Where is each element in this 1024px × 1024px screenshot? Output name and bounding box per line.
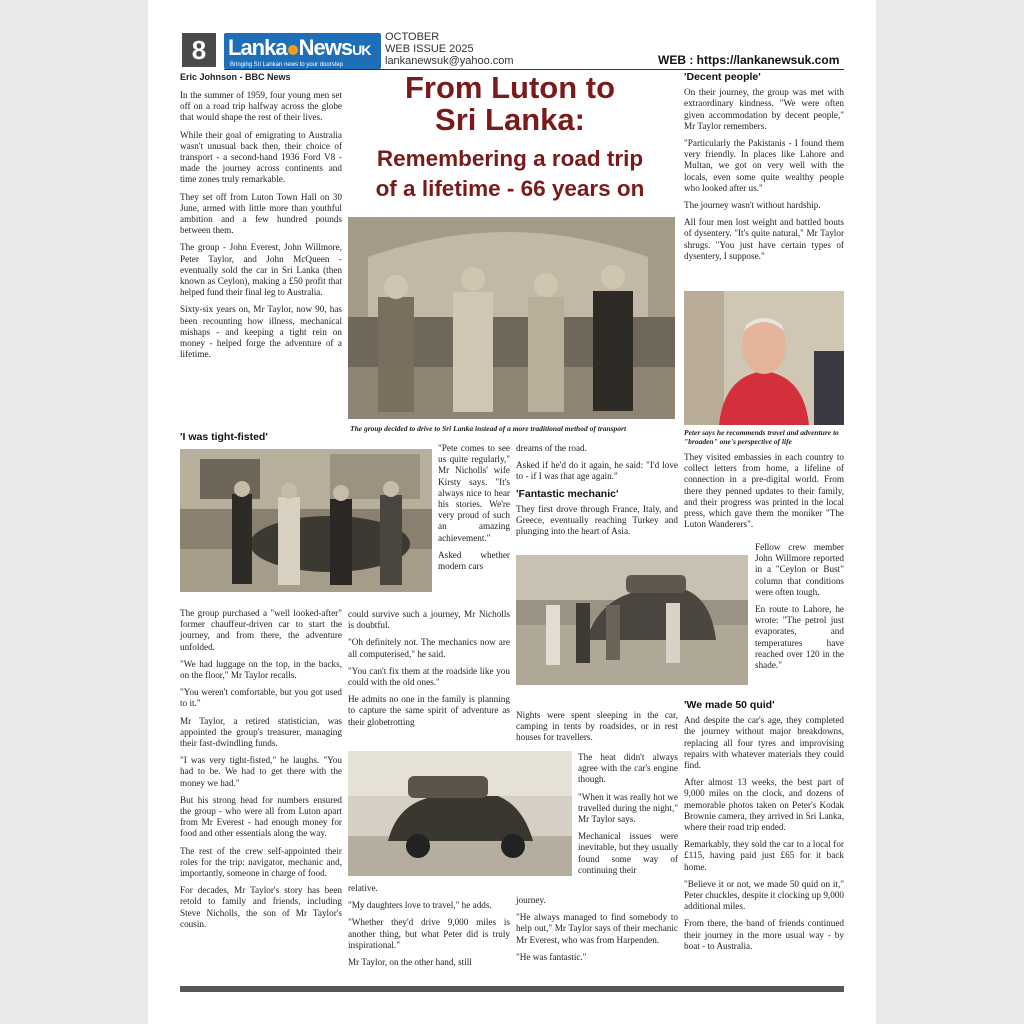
column-4-mid <box>684 452 844 536</box>
paragraph: dreams of the road. <box>516 443 587 453</box>
paragraph: journey. <box>516 895 546 905</box>
paragraph: relative. <box>348 883 378 893</box>
column-1-top <box>180 90 342 366</box>
paragraph: But his strong head for numbers ensured the group - who were all from Luton apart from Mr Everest - had enough money for food and other essentials along the way. <box>180 794 342 839</box>
paragraph: Asked whether modern cars <box>438 549 510 572</box>
headline <box>355 72 665 136</box>
contact-email[interactable]: lankanewsuk@yahoo.com <box>385 55 514 67</box>
paragraph: "Whether they'd drive 9,000 miles is another thing, but what Peter did is truly inspirational." <box>348 917 510 950</box>
headline-line-2: Sri Lanka: <box>435 102 585 137</box>
issue-month: OCTOBER <box>385 31 440 43</box>
caption-main-photo: The group decided to drive to Sri Lanka instead of a more traditional method of transport <box>350 424 627 433</box>
photo-car-roadside <box>348 751 572 876</box>
paragraph: For decades, Mr Taylor's story has been retold to family and friends, including Steve Nicholls, the son of Mr Taylor's cousin. <box>180 885 342 929</box>
paragraph: After almost 13 weeks, the best part of 9,000 miles on the clock, and dozens of memorable photos taken on Peter's Kodak Brownie camera, they arrived in Sri Lanka, where their road trip ended. <box>684 777 844 833</box>
column-4-bottom <box>684 700 844 958</box>
paragraph: "My daughters love to travel," he adds. <box>348 900 492 911</box>
photo-peter-taylor <box>684 291 844 425</box>
paragraph: "Oh definitely not. The mechanics now are all computerised," he said. <box>348 637 510 659</box>
paragraph: "Particularly the Pakistanis - I found them very friendly. In places like Lahore and Multan, we got on very well with the locals, even some quite wealthy people who looked after us." <box>684 138 844 193</box>
paragraph: They visited embassies in each country to collect letters from home, a lifeline of connection in a pre-digital world. From there they penned updates to their family, and their progress was printed in the local press, which gave them the moniker "The Luton Wanderers". <box>684 452 844 530</box>
column-3-mid <box>516 710 678 750</box>
paragraph: Fellow crew member John Willmore reported in a "Ceylon or Bust" column that conditions were often tough. <box>755 542 844 597</box>
byline: Eric Johnson - BBC News <box>180 72 291 82</box>
paragraph: Mr Taylor, a retired statistician, was appointed the group's treasurer, managing their fast-dwindling funds. <box>180 715 342 749</box>
paragraph: "We had luggage on the top, in the backs, on the floor," Mr Taylor recalls. <box>180 658 342 681</box>
paragraph: And despite the car's age, they completed the journey without major breakdowns, replacing all four tyres and improvising repairs with whatever materials they could find. <box>684 715 844 771</box>
paragraph: Remarkably, they sold the car to a local for £115, having paid just £65 for it back home. <box>684 839 844 872</box>
logo-wordmark: Lanka NewsUK <box>228 35 371 60</box>
subheading-fantastic-mechanic: 'Fantastic mechanic' <box>516 487 619 500</box>
logo-tagline: Bringing Sri Lankan news to your doorstep <box>230 62 344 68</box>
paragraph: The rest of the crew self-appointed their roles for the trip: navigator, mechanic and, importantly, someone in charge of food. <box>180 845 342 879</box>
paragraph: The journey wasn't without hardship. <box>684 200 821 211</box>
subhead-line-1: Remembering a road trip <box>376 146 644 171</box>
photo-car-flood <box>516 555 748 685</box>
photo-four-men <box>348 217 675 419</box>
paragraph: Nights were spent sleeping in the car, camping in tents by roadsides, or in rest houses for travellers. <box>516 710 678 743</box>
paragraph: Asked if he'd do it again, he said: "I'd love to - if I was that age again." <box>516 460 678 482</box>
footer-rule <box>180 986 844 992</box>
paragraph: The group purchased a "well looked-after" former chauffeur-driven car to start the journey, and from there, the adventure unfolded. <box>180 608 342 652</box>
column-3-bottom <box>516 895 678 969</box>
column-2 <box>348 609 510 734</box>
paragraph: "You can't fix them at the roadside like you could with the old ones." <box>348 665 510 688</box>
paragraph: He admits no one in the family is planning to capture the same spirit of adventure as their globetrotting <box>348 694 510 727</box>
paragraph: Mr Taylor, on the other hand, still <box>348 957 472 968</box>
paragraph: En route to Lahore, he wrote: "The petrol just evaporates, and temperatures have reached over 120 in the shade." <box>755 604 844 671</box>
paragraph: They set off from Luton Town Hall on 30 June, armed with little more than youthful ambition and a few hundred pounds between them. <box>180 191 342 236</box>
paragraph: "He always managed to find somebody to help out," Mr Taylor says of their mechanic Mr Everest, who was from Harpenden. <box>516 912 678 945</box>
logo <box>224 33 381 69</box>
paragraph: "Pete comes to see us quite regularly," Mr Nicholls' wife Kirsty says. "It's always nice to hear his stories. We're very proud of such an amazing achievement." <box>438 443 510 543</box>
subheading-made-50-quid: 'We made 50 quid' <box>684 699 775 711</box>
paragraph: In the summer of 1959, four young men set off on a road trip halfway across the globe that would shape the rest of their lives. <box>180 90 342 123</box>
column-1-bottom <box>180 608 342 936</box>
paragraph: "He was fantastic." <box>516 951 587 962</box>
paragraph: On their journey, the group was met with extraordinary kindness. "We were often given accommodation by decent people," Mr Taylor remembers. <box>684 87 844 131</box>
issue-info <box>385 31 514 67</box>
column-4-narrow <box>755 542 844 677</box>
paragraph: "When it was really hot we travelled during the night," Mr Taylor says. <box>578 791 678 825</box>
paragraph: The group - John Everest, John Willmore, Peter Taylor, and John McQueen - eventually sold the car in Sri Lanka (then known as Ceylon), making a £50 profit that helped fund their final leg to Australia. <box>180 242 342 298</box>
caption-portrait: Peter says he recommends travel and adventure to "broaden" one's perspective of life <box>684 428 839 446</box>
subheadline <box>345 144 675 204</box>
website-link[interactable]: WEB : https://lankanewsuk.com <box>658 53 840 67</box>
paragraph: All four men lost weight and battled bouts of dysentery. "It's quite natural," Mr Taylor shrugs. "You just have certain types of dysentery, I suppose." <box>684 217 844 261</box>
column-2-bottom <box>348 883 510 974</box>
column-3-top <box>516 443 678 543</box>
subhead-line-2: of a lifetime - 66 years on <box>375 176 645 201</box>
paragraph: They first drove through France, Italy, and Greece, eventually reaching Turkey and plunging into the heart of Asia. <box>516 503 678 537</box>
subheading-decent-people: 'Decent people' <box>684 71 761 83</box>
paragraph: could survive such a journey, Mr Nicholls is doubtful. <box>348 609 510 631</box>
paragraph: From there, the band of friends continued their journey in the more usual way - by boat - to Australia. <box>684 918 844 951</box>
paragraph: "I was very tight-fisted," he laughs. "You had to be. We had to get there with the money we had." <box>180 755 342 788</box>
paragraph: "You weren't comfortable, but you got used to it." <box>180 687 342 709</box>
photo-men-by-car <box>180 449 432 592</box>
paragraph: Mechanical issues were inevitable, but they usually found some way of continuing their <box>578 831 678 875</box>
headline-line-1: From Luton to <box>404 70 616 105</box>
paragraph: "Believe it or not, we made 50 quid on it," Peter chuckles, despite it clocking up 9,000 additional miles. <box>684 878 844 912</box>
paragraph: Sixty-six years on, Mr Taylor, now 90, has been recounting how illness, mechanical mishaps - and keeping a tight rein on money - helped forge the adventure of a lifetime. <box>180 304 342 360</box>
paragraph: The heat didn't always agree with the car's engine though. <box>578 752 678 785</box>
column-2-narrow <box>438 443 510 572</box>
subheading-tight-fisted: 'I was tight-fisted' <box>180 431 268 443</box>
page-number: 8 <box>182 33 216 67</box>
column-4-top <box>684 72 844 268</box>
issue-label: WEB ISSUE 2025 <box>385 43 474 55</box>
column-3-narrow <box>578 752 678 876</box>
paragraph: While their goal of emigrating to Australia wasn't unusual back then, their choice of transport - a second-hand 1936 Ford V8 - made the journey across continents and time zones truly remarkable. <box>180 129 342 185</box>
